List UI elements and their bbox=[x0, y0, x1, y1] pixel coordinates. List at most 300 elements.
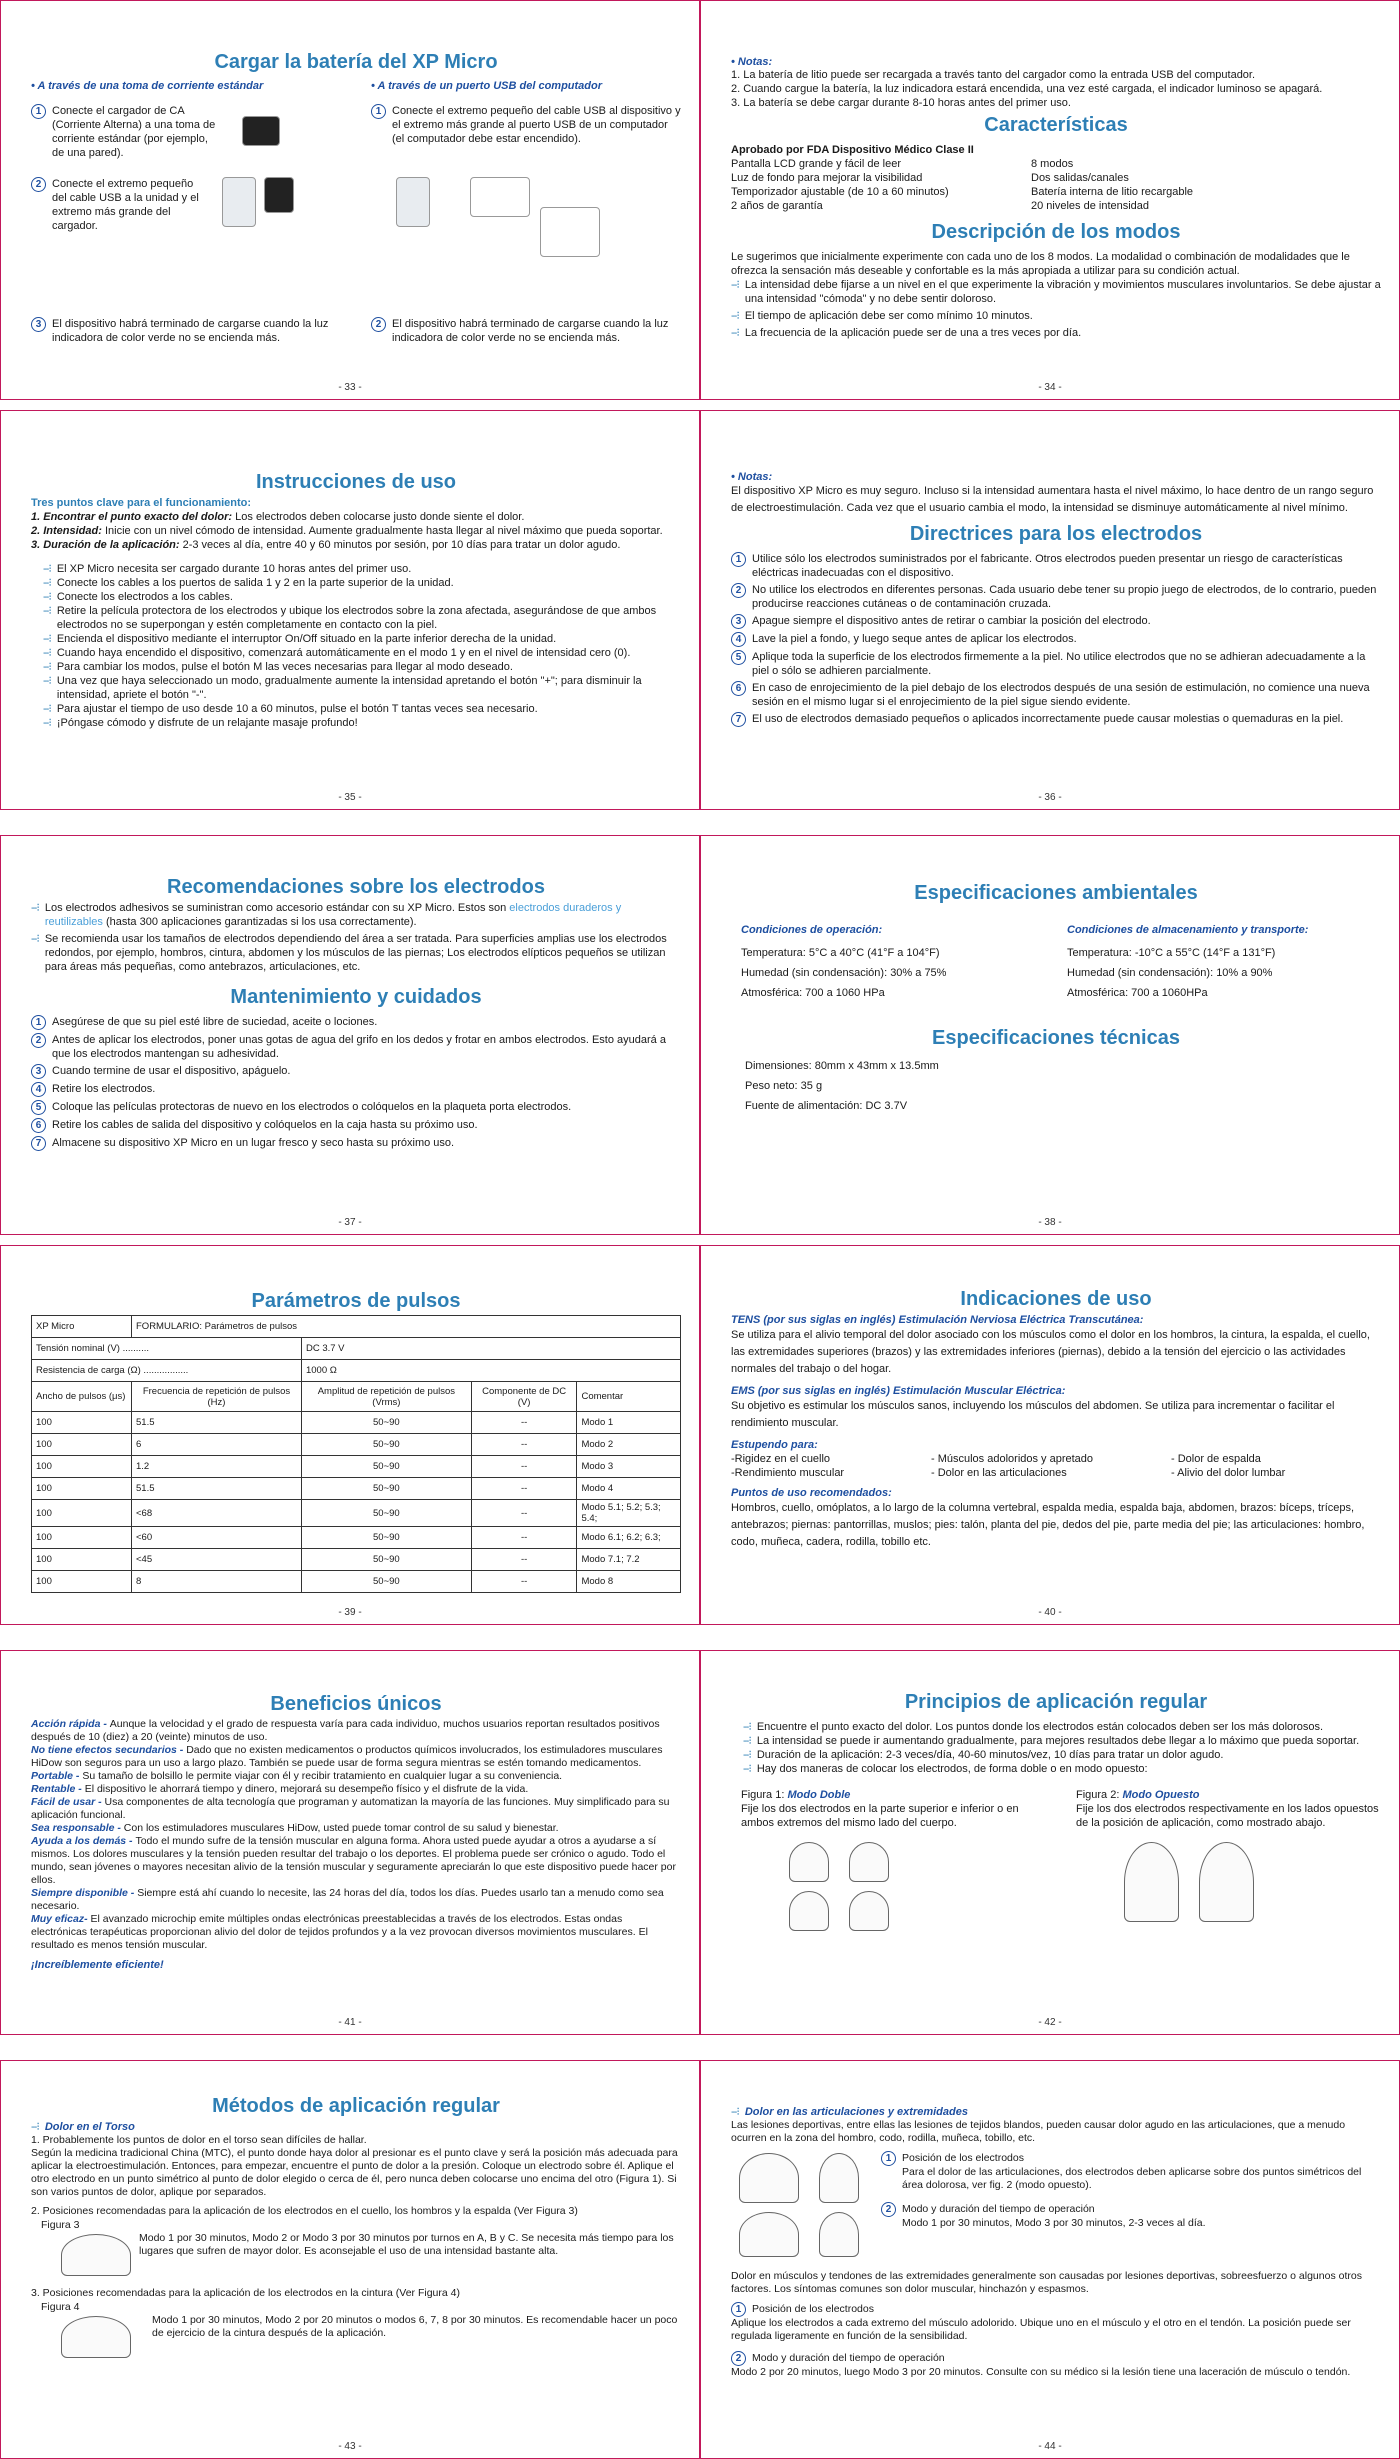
table-cell: 100 bbox=[32, 1434, 132, 1456]
benefit-label: No tiene efectos secundarios - bbox=[31, 1744, 187, 1756]
page-number: - 33 - bbox=[338, 382, 362, 393]
body-figure-image bbox=[1124, 1842, 1179, 1922]
feature-item: Batería interna de litio recargable bbox=[1031, 186, 1194, 198]
step-text: Conecte el extremo pequeño del cable USB al dispositivo y el extremo más grande al puerto USB de un computador (el computador debe estar encendido). bbox=[392, 105, 681, 145]
table-row bbox=[32, 1549, 681, 1571]
table-cell: Modo 4 bbox=[577, 1478, 681, 1500]
step-number: 1 bbox=[31, 104, 46, 119]
table-cell: 50~90 bbox=[301, 1412, 471, 1434]
step-number: 2 bbox=[881, 2202, 896, 2217]
instruction-item: ¡Póngase cómodo y disfrute de un relajante masaje profundo! bbox=[56, 717, 358, 729]
guideline-item: Apague siempre el dispositivo antes de retirar o cambiar la posición del electrodo. bbox=[752, 615, 1151, 627]
table-cell: -- bbox=[471, 1527, 577, 1549]
guideline-item: Aplique toda la superficie de los electrodos firmemente a la piel. No utilice electrodos que no se adhieran adecuadamente a la piel o sólo se adhieren parcialmente. bbox=[752, 651, 1366, 677]
joint-figure-image bbox=[819, 2153, 859, 2203]
tech-line: Dimensiones: 80mm x 43mm x 13.5mm bbox=[745, 1060, 939, 1072]
page-number: - 37 - bbox=[338, 1217, 362, 1228]
benefit-item bbox=[31, 1770, 681, 1783]
page-36 bbox=[700, 410, 1400, 810]
figure-text: Fije los dos electrodos respectivamente en los lados opuestos de la posición de aplicación, como mostrado abajo. bbox=[1076, 1803, 1379, 1829]
table-cell: 1.2 bbox=[132, 1456, 302, 1478]
notes-heading: • Notas: bbox=[731, 56, 773, 68]
tech-title: Especificaciones técnicas bbox=[932, 1027, 1180, 1049]
table-cell: DC 3.7 V bbox=[301, 1338, 680, 1360]
instruction-item: Conecte los electrodos a los cables. bbox=[56, 591, 233, 603]
dash-icon: --⁝ bbox=[31, 933, 39, 945]
spec-line: Humedad (sin condensación): 30% a 75% bbox=[741, 967, 947, 979]
table-cell: -- bbox=[471, 1571, 577, 1593]
maintenance-item: Antes de aplicar los electrodos, poner unas gotas de agua del grifo en los dedos y frotar en ambos electrodos. Esto ayudará a que los electrodos mantengan su adhesividad. bbox=[52, 1034, 666, 1060]
figure-label: Figura 3 bbox=[41, 2219, 80, 2231]
figure-text: Modo 1 por 30 minutos, Modo 2 por 20 minutos o modos 6, 7, 8 por 30 minutos. Es recomendable hacer un poco de ejercicio de la cintura después de la aplicación. bbox=[152, 2314, 678, 2339]
step-number: 1 bbox=[881, 2151, 896, 2166]
guideline-item: El uso de electrodos demasiado pequeños o aplicados incorrectamente puede causar molestias o quemaduras en la piel. bbox=[752, 713, 1344, 725]
step-number: 1 bbox=[371, 104, 386, 119]
page-number: - 44 - bbox=[1038, 2441, 1062, 2452]
step-number: 2 bbox=[31, 1033, 46, 1048]
table-cell: <45 bbox=[132, 1549, 302, 1571]
table-cell: 100 bbox=[32, 1500, 132, 1527]
table-cell: 100 bbox=[32, 1549, 132, 1571]
page-number: - 34 - bbox=[1038, 382, 1062, 393]
benefit-label: Muy eficaz- bbox=[31, 1913, 91, 1925]
table-cell: 51.5 bbox=[132, 1478, 302, 1500]
good-for-item: - Músculos adoloridos y apretado bbox=[931, 1453, 1094, 1465]
page-number: - 36 - bbox=[1038, 792, 1062, 803]
dash-icon: --⁝ bbox=[743, 1735, 751, 1747]
table-cell: -- bbox=[471, 1549, 577, 1571]
guideline-item: En caso de enrojecimiento de la piel debajo de los electrodos después de una sesión de estimulación, no comience una nueva sesión en el mismo lugar si el enrojecimiento de la piel sigue siendo evidente. bbox=[752, 682, 1370, 708]
dash-icon: --⁝ bbox=[43, 633, 51, 645]
step-number: 3 bbox=[31, 1064, 46, 1079]
recommendation-part: Los electrodos adhesivos se suministran como accesorio estándar con su XP Micro. Estos son bbox=[44, 902, 510, 914]
spec-line: Temperatura: 5°C a 40°C (41°F a 104°F) bbox=[741, 947, 940, 959]
table-cell: Modo 1 bbox=[577, 1412, 681, 1434]
charger-image bbox=[242, 116, 280, 146]
body-figure-image bbox=[849, 1842, 889, 1882]
table-cell: 1000 Ω bbox=[301, 1360, 680, 1382]
figure-label: Figura 4 bbox=[41, 2301, 80, 2313]
table-cell: 50~90 bbox=[301, 1527, 471, 1549]
subheading: Tres puntos clave para el funcionamiento: bbox=[31, 497, 252, 509]
table-cell: -- bbox=[471, 1456, 577, 1478]
dash-icon: --⁝ bbox=[31, 902, 39, 914]
method-text: 1. Probablemente los puntos de dolor en el torso sean difíciles de hallar. bbox=[31, 2134, 367, 2146]
page-38 bbox=[700, 835, 1400, 1235]
dash-icon: --⁝ bbox=[43, 661, 51, 673]
joint-figure-image bbox=[739, 2153, 799, 2203]
step-text: Modo 2 por 20 minutos, luego Modo 3 por 20 minutos. Consulte con su médico si la lesión tiene una laceración de músculo o tendón. bbox=[731, 2366, 1351, 2378]
page-title: Principios de aplicación regular bbox=[904, 1691, 1208, 1713]
table-cell: <68 bbox=[132, 1500, 302, 1527]
table-row bbox=[32, 1500, 681, 1527]
step-number: 7 bbox=[31, 1136, 46, 1151]
benefit-item bbox=[31, 1913, 681, 1952]
table-cell: 50~90 bbox=[301, 1478, 471, 1500]
table-header: Frecuencia de repetición de pulsos (Hz) bbox=[132, 1382, 302, 1412]
dash-icon: --⁝ bbox=[731, 327, 739, 339]
good-for-heading: Estupendo para: bbox=[731, 1439, 818, 1451]
dash-icon: --⁝ bbox=[731, 2106, 739, 2118]
table-cell: Modo 3 bbox=[577, 1456, 681, 1478]
device-image bbox=[222, 177, 256, 227]
dash-icon: --⁝ bbox=[43, 563, 51, 575]
table-cell: Modo 2 bbox=[577, 1434, 681, 1456]
dash-icon: --⁝ bbox=[43, 675, 51, 687]
recommendation-highlight: electrodos duraderos y reutilizables bbox=[44, 902, 622, 928]
benefit-item bbox=[31, 1887, 681, 1913]
table-cell: Resistencia de carga (Ω) ................. bbox=[32, 1360, 302, 1382]
fda-label: Aprobado por FDA Dispositivo Médico Clase II bbox=[731, 144, 974, 156]
table-header: Amplitud de repetición de pulsos (Vrms) bbox=[301, 1382, 471, 1412]
benefit-label: Ayuda a los demás - bbox=[31, 1835, 136, 1847]
feature-item: 2 años de garantía bbox=[731, 200, 823, 212]
spec-line: Humedad (sin condensación): 10% a 90% bbox=[1067, 967, 1273, 979]
back-figure-image bbox=[61, 2234, 131, 2276]
figure-mode: Modo Doble bbox=[787, 1789, 851, 1801]
step-text: El dispositivo habrá terminado de cargarse cuando la luz indicadora de color verde no se encienda más. bbox=[52, 318, 329, 344]
step-number: 5 bbox=[731, 650, 746, 665]
body-figure-image bbox=[789, 1842, 829, 1882]
step-text: Aplique los electrodos a cada extremo del músculo adolorido. Ubique uno en el músculo y el otro en el tendón. La posición puede ser regulada ligeramente en función de la sensibilidad. bbox=[731, 2317, 1351, 2342]
storage-heading: Condiciones de almacenamiento y transporte: bbox=[1067, 924, 1309, 936]
feature-item: Pantalla LCD grande y fácil de leer bbox=[731, 158, 901, 170]
benefit-text: Su tamaño de bolsillo le permite viajar con él y recibir tratamiento en cualquier lugar a su conveniencia. bbox=[82, 1770, 563, 1782]
page-title: Recomendaciones sobre los electrodos bbox=[167, 876, 545, 898]
table-cell: 100 bbox=[32, 1571, 132, 1593]
guideline-item: Utilice sólo los electrodos suministrados por el fabricante. Otros electrodos pueden presentar un riesgo de características eléctricas inadecuadas con el dispositivo. bbox=[752, 553, 1343, 579]
table-cell: -- bbox=[471, 1434, 577, 1456]
instruction-item: El XP Micro necesita ser cargado durante 10 horas antes del primer uso. bbox=[56, 563, 412, 575]
table-cell: 51.5 bbox=[132, 1412, 302, 1434]
method-text: 2. Posiciones recomendadas para la aplicación de los electrodos en el cuello, los hombros y la espalda (Ver Figura 3) bbox=[31, 2205, 578, 2217]
benefit-item bbox=[31, 1783, 681, 1796]
notes-text: El dispositivo XP Micro es muy seguro. Incluso si la intensidad aumentara hasta el nivel máximo, lo hace dentro de un rango seguro de electroestimulación. Cada vez que el usuario cambia el modo, la intensidad se disminuye automáticamente al nivel mínimo. bbox=[731, 485, 1374, 514]
step-heading: Posición de los electrodos bbox=[752, 2303, 874, 2315]
key-point-text: 2-3 veces al día, entre 40 y 60 minutos por sesión, por 10 días para tratar un dolor agudo. bbox=[179, 539, 621, 551]
step-number: 6 bbox=[31, 1118, 46, 1133]
page-title: Parámetros de pulsos bbox=[251, 1290, 461, 1312]
dash-icon: --⁝ bbox=[43, 591, 51, 603]
step-text: El dispositivo habrá terminado de cargarse cuando la luz indicadora de color verde no se encienda más. bbox=[392, 318, 669, 344]
recommendation-part: (hasta 300 aplicaciones garantizadas si los usa correctamente). bbox=[102, 916, 417, 928]
tens-text: Se utiliza para el alivio temporal del dolor asociado con los músculos como el dolor en los hombros, la cintura, la espalda, el cuello, las extremidades superiores (brazos) y las extremidades inferiores (piernas), debido a la tensión del ejercicio o las actividades normales del trabajo o del hogar. bbox=[731, 1329, 1370, 1375]
feature-item: 20 niveles de intensidad bbox=[1031, 200, 1150, 212]
step-number: 2 bbox=[731, 583, 746, 598]
page-40 bbox=[700, 1245, 1400, 1625]
benefit-item bbox=[31, 1835, 681, 1887]
maintenance-item: Almacene su dispositivo XP Micro en un lugar fresco y seco hasta su próximo uso. bbox=[52, 1137, 455, 1149]
benefit-text: Aunque la velocidad y el grado de respuesta varía para cada individuo, muchos usuarios reportan resultados positivos después de 10 (diez) a 20 (veinte) minutos de uso. bbox=[31, 1718, 660, 1743]
maintenance-item: Asegúrese de que su piel esté libre de suciedad, aceite o lociones. bbox=[52, 1016, 378, 1028]
tech-line: Peso neto: 35 g bbox=[745, 1080, 823, 1092]
step-number: 3 bbox=[731, 614, 746, 629]
dash-icon: --⁝ bbox=[43, 577, 51, 589]
figure-mode: Modo Opuesto bbox=[1122, 1789, 1200, 1801]
waist-figure-image bbox=[61, 2316, 131, 2358]
key-point bbox=[31, 524, 681, 538]
step-number: 3 bbox=[31, 317, 46, 332]
page-44 bbox=[700, 2060, 1400, 2459]
table-cell: -- bbox=[471, 1500, 577, 1527]
step-number: 2 bbox=[31, 177, 46, 192]
table-cell: 100 bbox=[32, 1478, 132, 1500]
benefit-text: El avanzado microchip emite múltiples ondas electrónicas preestablecidas a través de los electrodos. Estas ondas electrónicas terapéuticas proporcionan alivio del dolor de tejidos profundos y a la vez provocan diversos movimientos musculares. El resultado es menos tensión muscular. bbox=[31, 1913, 648, 1951]
modes-title: Descripción de los modos bbox=[931, 221, 1181, 243]
key-point-label: 3. Duración de la aplicación: bbox=[31, 539, 180, 551]
key-point bbox=[31, 510, 681, 524]
table-row bbox=[32, 1478, 681, 1500]
feature-item: 8 modos bbox=[1031, 158, 1074, 170]
mid-text: Dolor en músculos y tendones de las extremidades generalmente son causadas por lesiones deportivas, sobreesfuerzo o algunos otros factores. Los síntomas comunes son dolor muscular, hinchazón y espasmos. bbox=[731, 2270, 1362, 2295]
charger-image bbox=[264, 177, 294, 213]
key-point bbox=[31, 538, 681, 552]
modes-text: Le sugerimos que inicialmente experimente con cada uno de los 8 modos. La modalidad o combinación de modalidades que le ofrezca la sensación más deseable y confortable es la más apropiada a utilizar para su condición actual. bbox=[731, 251, 1350, 277]
dash-icon: --⁝ bbox=[731, 310, 739, 322]
dash-icon: --⁝ bbox=[731, 279, 739, 291]
benefit-text: Usa componentes de alta tecnología que programan y automatizan la mayoría de las funciones. Muy simplificado para su aplicación funcional. bbox=[31, 1796, 670, 1821]
benefit-label: Rentable - bbox=[31, 1783, 85, 1795]
principle-item: Encuentre el punto exacto del dolor. Los puntos donde los electrodos están colocados deben ser los más dolorosos. bbox=[756, 1721, 1324, 1733]
final-tagline: ¡Increíblemente eficiente! bbox=[31, 1959, 164, 1971]
key-point-text: Los electrodos deben colocarse justo donde siente el dolor. bbox=[232, 511, 525, 523]
step-heading: Posición de los electrodos bbox=[902, 2152, 1024, 2164]
dash-icon: --⁝ bbox=[31, 2121, 39, 2133]
recommendation-text bbox=[45, 901, 681, 929]
features-title: Características bbox=[984, 114, 1128, 136]
dash-icon: --⁝ bbox=[43, 605, 51, 617]
tech-line: Fuente de alimentación: DC 3.7V bbox=[745, 1100, 908, 1112]
section-heading: • A través de un puerto USB del computador bbox=[371, 80, 603, 92]
step-text: Modo 1 por 30 minutos, Modo 3 por 30 minutos, 2-3 veces al día. bbox=[902, 2217, 1206, 2229]
good-for-item: - Dolor en las articulaciones bbox=[931, 1467, 1067, 1479]
dash-icon: --⁝ bbox=[743, 1721, 751, 1733]
table-cell: Modo 7.1; 7.2 bbox=[577, 1549, 681, 1571]
step-number: 2 bbox=[731, 2351, 746, 2366]
principle-item: La intensidad se puede ir aumentando gradualmente, para mejores resultados debe llegar a lo máximo que pueda soportar. bbox=[756, 1735, 1360, 1747]
table-cell: Modo 6.1; 6.2; 6.3; bbox=[577, 1527, 681, 1549]
note-line: 2. Cuando cargue la batería, la luz indicadora estará encendida, una vez esté cargada, el indicador luminoso se apagará. bbox=[731, 83, 1323, 95]
step-number: 1 bbox=[731, 2302, 746, 2317]
page-title: Cargar la batería del XP Micro bbox=[214, 51, 498, 73]
laptop-image bbox=[470, 177, 530, 217]
table-cell: 100 bbox=[32, 1412, 132, 1434]
step-text: Para el dolor de las articulaciones, dos electrodos deben aplicarse sobre dos puntos simétricos del área dolorosa, ver fig. 2 (modo opuesto). bbox=[902, 2166, 1362, 2191]
dash-icon: --⁝ bbox=[743, 1749, 751, 1761]
table-cell: 6 bbox=[132, 1434, 302, 1456]
guideline-item: No utilice los electrodos en diferentes personas. Cada usuario debe tener su propio juego de electrodos, de lo contrario, pueden producirse reacciones cutáneas o de contaminación cruzada. bbox=[752, 584, 1377, 610]
step-number: 7 bbox=[731, 712, 746, 727]
instruction-item: Cuando haya encendido el dispositivo, comenzará automáticamente en el modo 1 y en el nivel de intensidad cero (0). bbox=[56, 647, 631, 659]
page-37 bbox=[0, 835, 700, 1235]
maintenance-item: Cuando termine de usar el dispositivo, apáguelo. bbox=[52, 1065, 291, 1077]
table-cell: <60 bbox=[132, 1527, 302, 1549]
key-point-label: 1. Encontrar el punto exacto del dolor: bbox=[31, 511, 233, 523]
ems-heading: EMS (por sus siglas en inglés) Estimulación Muscular Eléctrica: bbox=[731, 1385, 1066, 1397]
page-number: - 40 - bbox=[1038, 1607, 1062, 1618]
figure-caption bbox=[1076, 1788, 1381, 1802]
figure-label: Figura 2: bbox=[1076, 1789, 1123, 1801]
step-heading: Modo y duración del tiempo de operación bbox=[752, 2352, 945, 2364]
joint-figure-image bbox=[739, 2212, 799, 2257]
page-41 bbox=[0, 1650, 700, 2035]
principle-item: Hay dos maneras de colocar los electrodos, de forma doble o en modo opuesto: bbox=[756, 1763, 1148, 1775]
method-text: 3. Posiciones recomendadas para la aplicación de los electrodos en la cintura (Ver Figura 4) bbox=[31, 2287, 460, 2299]
table-cell: 50~90 bbox=[301, 1456, 471, 1478]
table-row bbox=[32, 1456, 681, 1478]
benefit-item bbox=[31, 1744, 681, 1770]
table-row bbox=[32, 1571, 681, 1593]
step-text: Conecte el extremo pequeño del cable USB a la unidad y el extremo más grande del cargador. bbox=[52, 178, 199, 232]
step-number: 4 bbox=[31, 1082, 46, 1097]
benefit-text: Todo el mundo sufre de la tensión muscular en alguna forma. Ahora usted puede ayudar a otros a ayudarse a sí mismos. Los dolores musculares y la tensión pueden resultar del trabajo o los deportes. El problema puede ser crónico o agudo. Todo el mundo, sean jóvenes o mayores necesitan alivio de la tensión muscular y seguramente apreciarán lo que este dispositivo puede hacer por ellos. bbox=[31, 1835, 676, 1886]
page-number: - 39 - bbox=[338, 1607, 362, 1618]
ems-text: Su objetivo es estimular los músculos sanos, incluyendo los músculos del abdomen. Se utiliza para incrementar o facilitar el rendimiento muscular. bbox=[731, 1400, 1335, 1429]
dash-icon: --⁝ bbox=[43, 647, 51, 659]
table-cell: -- bbox=[471, 1478, 577, 1500]
benefit-item bbox=[31, 1718, 681, 1744]
instruction-item: Una vez que haya seleccionado un modo, gradualmente aumente la intensidad apretando el botón "+"; para disminuir la intensidad, apriete el botón "-". bbox=[56, 675, 642, 701]
table-cell: 8 bbox=[132, 1571, 302, 1593]
step-number: 1 bbox=[31, 1015, 46, 1030]
figure-text: Fije los dos electrodos en la parte superior e inferior o en ambos extremos del mismo lado del cuerpo. bbox=[741, 1803, 1019, 1829]
benefit-item bbox=[31, 1822, 681, 1835]
good-for-item: -Rigidez en el cuello bbox=[731, 1453, 831, 1465]
modes-item: La frecuencia de la aplicación puede ser de una a tres veces por día. bbox=[744, 327, 1082, 339]
guideline-item: Lave la piel a fondo, y luego seque antes de aplicar los electrodos. bbox=[752, 633, 1077, 645]
table-cell: 50~90 bbox=[301, 1549, 471, 1571]
benefit-text: El dispositivo le ahorrará tiempo y dinero, mejorará su desempeño físico y el disfrute de la vida. bbox=[84, 1783, 529, 1795]
page-34 bbox=[700, 0, 1400, 400]
notes-heading: • Notas: bbox=[731, 471, 773, 483]
benefit-label: Acción rápida - bbox=[31, 1718, 110, 1730]
section-heading: Dolor en las articulaciones y extremidades bbox=[744, 2106, 968, 2118]
benefit-label: Siempre disponible - bbox=[31, 1887, 138, 1899]
step-number: 2 bbox=[371, 317, 386, 332]
benefit-text: Dado que no existen medicamentos o productos químicos involucrados, los estimuladores musculares HiDow son seguros para un uso a largo plazo. También se puede usar de forma segura mientras se estén tomando medicamentos. bbox=[31, 1744, 663, 1769]
table-header: Ancho de pulsos (μs) bbox=[32, 1382, 132, 1412]
table-cell: XP Micro bbox=[32, 1316, 132, 1338]
modes-item: El tiempo de aplicación debe ser como mínimo 10 minutos. bbox=[744, 310, 1033, 322]
page-title: Instrucciones de uso bbox=[255, 471, 457, 493]
page-number: - 38 - bbox=[1038, 1217, 1062, 1228]
section-heading: Dolor en el Torso bbox=[44, 2121, 135, 2133]
step-number: 4 bbox=[731, 632, 746, 647]
page-number: - 43 - bbox=[338, 2441, 362, 2452]
principle-item: Duración de la aplicación: 2-3 veces/día, 40-60 minutos/vez, 10 días para tratar un dolor agudo. bbox=[756, 1749, 1224, 1761]
good-for-item: - Alivio del dolor lumbar bbox=[1171, 1467, 1286, 1479]
page-number: - 42 - bbox=[1038, 2017, 1062, 2028]
table-row bbox=[32, 1434, 681, 1456]
spec-line: Atmosférica: 700 a 1060 HPa bbox=[741, 987, 885, 999]
figure-caption bbox=[741, 1788, 1046, 1802]
page-title: Beneficios únicos bbox=[270, 1693, 442, 1715]
points-text: Hombros, cuello, omóplatos, a lo largo de la columna vertebral, espalda media, espalda baja, abdomen, brazos: bíceps, tríceps, antebrazos; piernas: pantorrillas, muslos; pies: talón, planta del pie, dedos del pie, parte media del pie; las articulaciones: hombro, codo, muñeca, cadera, rodilla, tobillo etc. bbox=[731, 1502, 1365, 1548]
dash-icon: --⁝ bbox=[43, 703, 51, 715]
instruction-item: Para ajustar el tiempo de uso desde 10 a 60 minutos, pulse el botón T tantas veces sea necesario. bbox=[56, 703, 538, 715]
benefit-item bbox=[31, 1796, 681, 1822]
maintenance-item: Retire los electrodos. bbox=[52, 1083, 156, 1095]
good-for-item: - Dolor de espalda bbox=[1171, 1453, 1261, 1465]
table-cell: 50~90 bbox=[301, 1571, 471, 1593]
pulse-params-table bbox=[31, 1315, 681, 1593]
table-row bbox=[32, 1527, 681, 1549]
page-43 bbox=[0, 2060, 700, 2459]
table-header: Comentar bbox=[577, 1382, 681, 1412]
table-cell: Modo 8 bbox=[577, 1571, 681, 1593]
step-text: Conecte el cargador de CA (Corriente Alterna) a una toma de corriente estándar (por ejemplo, de una pared). bbox=[52, 105, 216, 159]
step-number: 5 bbox=[31, 1100, 46, 1115]
maintenance-item: Retire los cables de salida del dispositivo y colóquelos en la caja hasta su próximo uso. bbox=[52, 1119, 478, 1131]
body-figure-image bbox=[1199, 1842, 1254, 1922]
benefit-label: Portable - bbox=[31, 1770, 83, 1782]
intro-text: Las lesiones deportivas, entre ellas las lesiones de tejidos blandos, pueden causar dolor agudo en las articulaciones, que a menudo ocurren en la zona del hombro, codo, rodilla, muñeca, tobillo, etc. bbox=[731, 2119, 1346, 2144]
spec-line: Temperatura: -10°C a 55°C (14°F a 131°F) bbox=[1067, 947, 1276, 959]
note-line: 3. La batería se debe cargar durante 8-10 horas antes del primer uso. bbox=[731, 97, 1071, 109]
feature-item: Luz de fondo para mejorar la visibilidad bbox=[731, 172, 923, 184]
table-cell: FORMULARIO: Parámetros de pulsos bbox=[132, 1316, 681, 1338]
step-number: 6 bbox=[731, 681, 746, 696]
instruction-item: Retire la película protectora de los electrodos y ubique los electrodos sobre la zona afectada, asegurándose de que ambos electrodos no se superpongan y estén completamente en contacto con la piel. bbox=[56, 605, 657, 631]
key-point-text: Inicie con un nivel cómodo de intensidad. Aumente gradualmente hasta llegar al nivel máximo que pueda soportar. bbox=[101, 525, 663, 537]
tens-heading: TENS (por sus siglas en inglés) Estimulación Nerviosa Eléctrica Transcutánea: bbox=[731, 1314, 1144, 1326]
instruction-item: Encienda el dispositivo mediante el interruptor On/Off situado en la parte inferior derecha de la unidad. bbox=[56, 633, 557, 645]
table-header: Componente de DC (V) bbox=[471, 1382, 577, 1412]
page-35 bbox=[0, 410, 700, 810]
table-cell: 50~90 bbox=[301, 1500, 471, 1527]
table-row bbox=[32, 1412, 681, 1434]
dash-icon: --⁝ bbox=[743, 1763, 751, 1775]
table-cell: 50~90 bbox=[301, 1434, 471, 1456]
page-number: - 35 - bbox=[338, 792, 362, 803]
benefit-label: Fácil de usar - bbox=[31, 1796, 105, 1808]
instruction-item: Para cambiar los modos, pulse el botón M las veces necesarias para llegar al modo deseado. bbox=[56, 661, 513, 673]
joint-figure-image bbox=[819, 2212, 859, 2257]
note-line: 1. La batería de litio puede ser recargada a través tanto del cargador como la entrada USB del computador. bbox=[731, 69, 1256, 81]
instruction-item: Conecte los cables a los puertos de salida 1 y 2 en la parte superior de la unidad. bbox=[56, 577, 454, 589]
table-cell: -- bbox=[471, 1412, 577, 1434]
key-point-label: 2. Intensidad: bbox=[31, 525, 102, 537]
page-39 bbox=[0, 1245, 700, 1625]
page-title: Directrices para los electrodos bbox=[909, 523, 1203, 545]
modes-item: La intensidad debe fijarse a un nivel en el que experimente la vibración y movimientos musculares involuntarios. Se debe ajustar a una intensidad "cómoda" y no debe sentir doloroso. bbox=[744, 279, 1381, 305]
benefit-label: Sea responsable - bbox=[31, 1822, 124, 1834]
benefit-text: Con los estimuladores musculares HiDow, usted puede tomar control de su salud y bienestar. bbox=[123, 1822, 559, 1834]
benefit-text: Siempre está ahí cuando lo necesite, las 24 horas del día, todos los días. Puedes usarlo tan a menudo como sea necesario. bbox=[31, 1887, 664, 1912]
page-42 bbox=[700, 1650, 1400, 2035]
step-heading: Modo y duración del tiempo de operación bbox=[902, 2203, 1095, 2215]
points-heading: Puntos de uso recomendados: bbox=[731, 1487, 892, 1499]
section-heading: • A través de una toma de corriente estándar bbox=[31, 80, 264, 92]
page-33 bbox=[0, 0, 700, 400]
table-cell: Modo 5.1; 5.2; 5.3; 5.4; bbox=[577, 1500, 681, 1527]
page-title: Métodos de aplicación regular bbox=[212, 2095, 500, 2117]
step-number: 1 bbox=[731, 552, 746, 567]
maintenance-item: Coloque las películas protectoras de nuevo en los electrodos o colóquelos en la plaqueta porta electrodos. bbox=[52, 1101, 572, 1113]
table-cell: 100 bbox=[32, 1527, 132, 1549]
body-figure-image bbox=[849, 1891, 889, 1931]
feature-item: Dos salidas/canales bbox=[1031, 172, 1129, 184]
figure-label: Figura 1: bbox=[741, 1789, 788, 1801]
feature-item: Temporizador ajustable (de 10 a 60 minutos) bbox=[731, 186, 949, 198]
method-text: Según la medicina tradicional China (MTC), el punto donde haya dolor al presionar es el punto clave y será la posición más adecuada para aplicar la electroestimulación. Entonces, para empezar, encuentre el punto de dolor a la presión. Coloque un electrodo sobre él. Aplique el otro electrodo en un punto simétrico al punto de dolor elegido o cerca de él, pero nunca deben colocarse uno encima del otro (Figura 1). Si son varios puntos de dolor, aplique por separados. bbox=[31, 2147, 678, 2198]
good-for-item: -Rendimiento muscular bbox=[731, 1467, 845, 1479]
table-cell: Tensión nominal (V) .......... bbox=[32, 1338, 302, 1360]
table-cell: 100 bbox=[32, 1456, 132, 1478]
dash-icon: --⁝ bbox=[43, 717, 51, 729]
figure-text: Modo 1 por 30 minutos, Modo 2 or Modo 3 por 30 minutos por turnos en A, B y C. Se necesita más tiempo para los lugares que sufren de mayor dolor. Es aconsejable el uso de una intensidad bastante alta. bbox=[139, 2232, 674, 2257]
page-title: Indicaciones de uso bbox=[960, 1288, 1152, 1310]
